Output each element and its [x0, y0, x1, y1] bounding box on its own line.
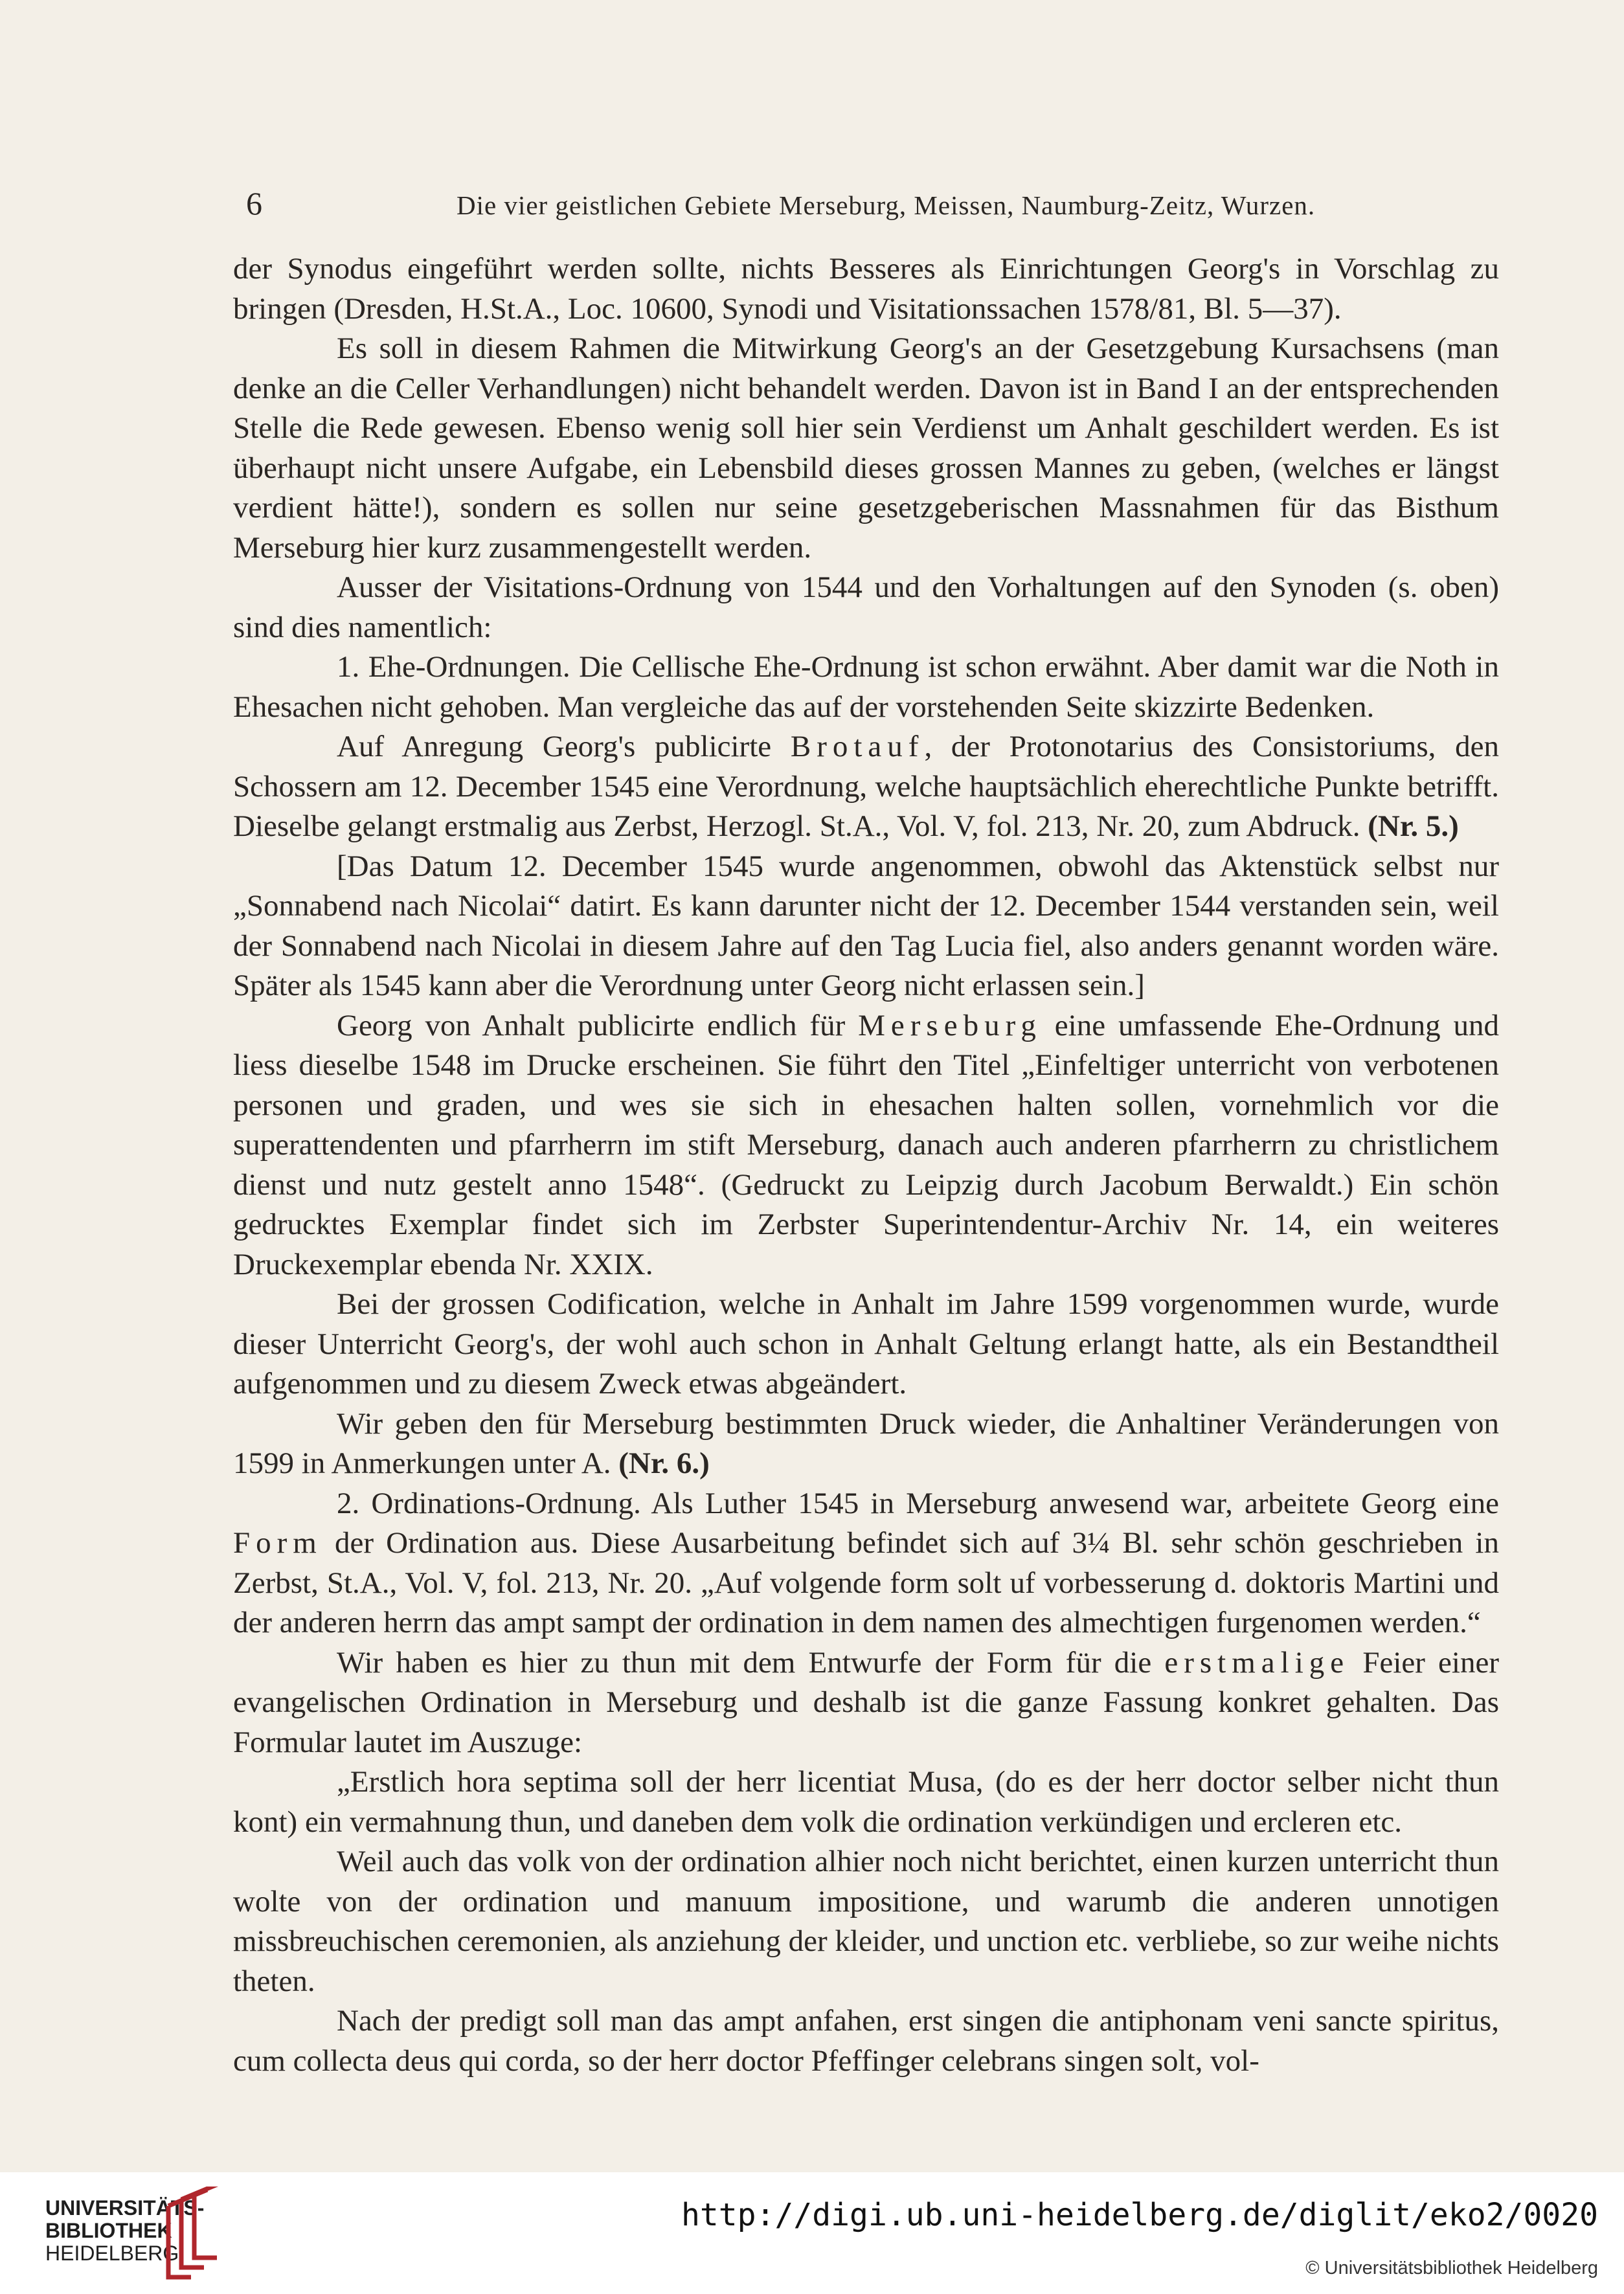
- paragraph-text: Ausser der Visitations-Ordnung von 1544 und den Vorhaltungen auf den Synoden (s. oben) sind dies namentlich:: [233, 570, 1499, 644]
- spaced-word: Form: [233, 1526, 322, 1560]
- paragraph-text: Georg von Anhalt publicirte endlich für: [337, 1008, 859, 1042]
- paragraph-text: Bei der grossen Codification, welche in Anhalt im Jahre 1599 vorgenommen wurde, wurde dieser Unterricht Georg's, der wohl auch schon in Anhalt Geltung erlangt hatte, als ein Bestandtheil aufgenommen und zu diesem Zweck etwas abgeändert.: [233, 1287, 1499, 1400]
- paragraph-text: Wir geben den für Merseburg bestimmten Druck wieder, die Anhaltiner Veränderungen von 1599 in Anmerkungen unter A.: [233, 1406, 1499, 1480]
- paragraph: [233, 568, 1499, 647]
- paragraph-text: 2. Ordinations-Ordnung. Als Luther 1545 in Merseburg anwesend war, arbeitete Georg eine: [337, 1486, 1499, 1520]
- paragraph: [233, 847, 1499, 1006]
- paragraph: [233, 2001, 1499, 2081]
- body-text: [233, 249, 1499, 2081]
- library-logo-icon: [155, 2187, 230, 2284]
- library-name-line: BIBLIOTHEK: [45, 2219, 172, 2242]
- paragraph-text: 1. Ehe-Ordnungen. Die Cellische Ehe-Ordnung ist schon erwähnt. Aber damit war die Noth in Ehesachen nicht gehoben. Man vergleiche das auf der vorstehenden Seite skizzirte Bedenken.: [233, 650, 1499, 724]
- paragraph: [233, 1643, 1499, 1763]
- document-reference: (Nr. 6.): [618, 1446, 710, 1480]
- paragraph-text: Nach der predigt soll man das ampt anfahen, erst singen die antiphonam veni sancte spiritus, cum collecta deus qui corda, so der herr doctor Pfeffinger celebrans singen solt, vol-: [233, 2004, 1499, 2078]
- paragraph: [233, 1285, 1499, 1404]
- running-title: Die vier geistlichen Gebiete Merseburg, Meissen, Naumburg-Zeitz, Wurzen.: [457, 190, 1316, 220]
- paragraph: [233, 1006, 1499, 1285]
- paragraph: [233, 1842, 1499, 2001]
- paragraph-text: [Das Datum 12. December 1545 wurde angenommen, obwohl das Aktenstück selbst nur „Sonnabend nach Nicolai“ datirt. Es kann darunter nicht der 12. December 1544 verstanden sein, weil der Sonnabend nach Nicolai in diesem Jahre auf den Tag Lucia fiel, also anders genannt worden wäre. Später als 1545 kann aber die Verordnung unter Georg nicht erlassen sein.]: [233, 849, 1499, 1002]
- paragraph: [233, 1762, 1499, 1842]
- spaced-name: Merseburg: [858, 1008, 1042, 1042]
- spaced-word: erstmalige: [1164, 1645, 1350, 1680]
- paragraph-text: eine umfassende Ehe-Ordnung und liess dieselbe 1548 im Drucke erscheinen. Sie führt den Titel „Einfeltiger unterricht von verbotenen personen und graden, und wes sie sich in ehesachen halten sollen, vornehmlich vor die superattendenten und pfarrherrn im stift Merseburg, danach auch anderen pfarrherrn zu christlichem dienst und nutz gestelt anno 1548“. (Gedruckt zu Leipzig durch Jacobum Berwaldt.) Ein schön gedrucktes Exemplar findet sich im Zerbster Superintendentur-Archiv Nr. 14, ein weiteres Druckexemplar ebenda Nr. XXIX.: [233, 1008, 1499, 1281]
- page-header: [233, 185, 1502, 230]
- page-number: 6: [246, 185, 262, 221]
- copyright-notice: © Universitätsbibliothek Heidelberg: [1305, 2258, 1598, 2278]
- paragraph-text: Auf Anregung Georg's publicirte: [337, 730, 791, 763]
- paragraph: [233, 727, 1499, 847]
- paragraph: [233, 647, 1499, 727]
- paragraph-text: Feier einer evangelischen Ordination in Merseburg und deshalb ist die ganze Fassung konkret gehalten. Das Formular lautet im Auszuge:: [233, 1645, 1499, 1759]
- paragraph: [233, 1404, 1499, 1484]
- document-reference: (Nr. 5.): [1368, 809, 1459, 843]
- footer: [0, 2172, 1624, 2294]
- paragraph-text: der Synodus eingeführt werden sollte, nichts Besseres als Einrichtungen Georg's in Vorschlag zu bringen (Dresden, H.St.A., Loc. 10600, Synodi und Visitationssachen 1578/81, Bl. 5—37).: [233, 252, 1499, 326]
- paragraph-text: Wir haben es hier zu thun mit dem Entwurfe der Form für die: [337, 1645, 1165, 1680]
- paragraph-text: , der Protonotarius des Consistoriums, den Schossern am 12. December 1545 eine Verordnung, welche hauptsächlich eherechtliche Punkte betrifft. Dieselbe gelangt erstmalig aus Zerbst, Herzogl. St.A., Vol. V, fol. 213, Nr. 20, zum Abdruck.: [233, 730, 1499, 843]
- paragraph-text: Weil auch das volk von der ordination alhier noch nicht berichtet, einen kurzen unterricht thun wolte von der ordination und manuum impositione, und warumb die anderen unnotigen missbreuchischen ceremonien, als anziehung der kleider, und unction etc. verbliebe, so zur weihe nichts theten.: [233, 1845, 1499, 1998]
- paragraph-text: „Erstlich hora septima soll der herr licentiat Musa, (do es der herr doctor selber nicht thun kont) ein vermahnung thun, und daneben dem volk die ordination verkündigen und ercleren etc.: [233, 1765, 1499, 1839]
- spaced-name: Brotauf: [790, 730, 925, 763]
- library-name-line: UNIVERSITÄTS-: [45, 2196, 205, 2220]
- library-name-line: HEIDELBERG: [45, 2242, 179, 2265]
- paragraph: [233, 329, 1499, 568]
- permalink-url[interactable]: http://digi.ub.uni-heidelberg.de/diglit/eko2/0020: [681, 2197, 1598, 2233]
- paragraph: [233, 1484, 1499, 1643]
- paragraph-text: Es soll in diesem Rahmen die Mitwirkung Georg's an der Gesetzgebung Kursachsens (man denke an die Celler Verhandlungen) nicht behandelt werden. Davon ist in Band I an der entsprechenden Stelle die Rede gewesen. Ebenso wenig soll hier sein Verdienst um Anhalt geschildert werden. Es ist überhaupt nicht unsere Aufgabe, ein Lebensbild dieses grossen Mannes zu geben, (welches er längst verdient hätte!), sondern es sollen nur seine gesetzgeberischen Massnahmen für das Bisthum Merseburg hier kurz zusammengestellt werden.: [233, 332, 1499, 565]
- paragraph: [233, 249, 1499, 329]
- paragraph-text: der Ordination aus. Diese Ausarbeitung befindet sich auf 3¼ Bl. sehr schön geschrieben in Zerbst, St.A., Vol. V, fol. 213, Nr. 20. „Auf volgende form solt uf vorbesserung d. doktoris Martini und der anderen herrn das ampt sampt der ordination in dem namen des almechtigen furgenomen werden.“: [233, 1526, 1499, 1639]
